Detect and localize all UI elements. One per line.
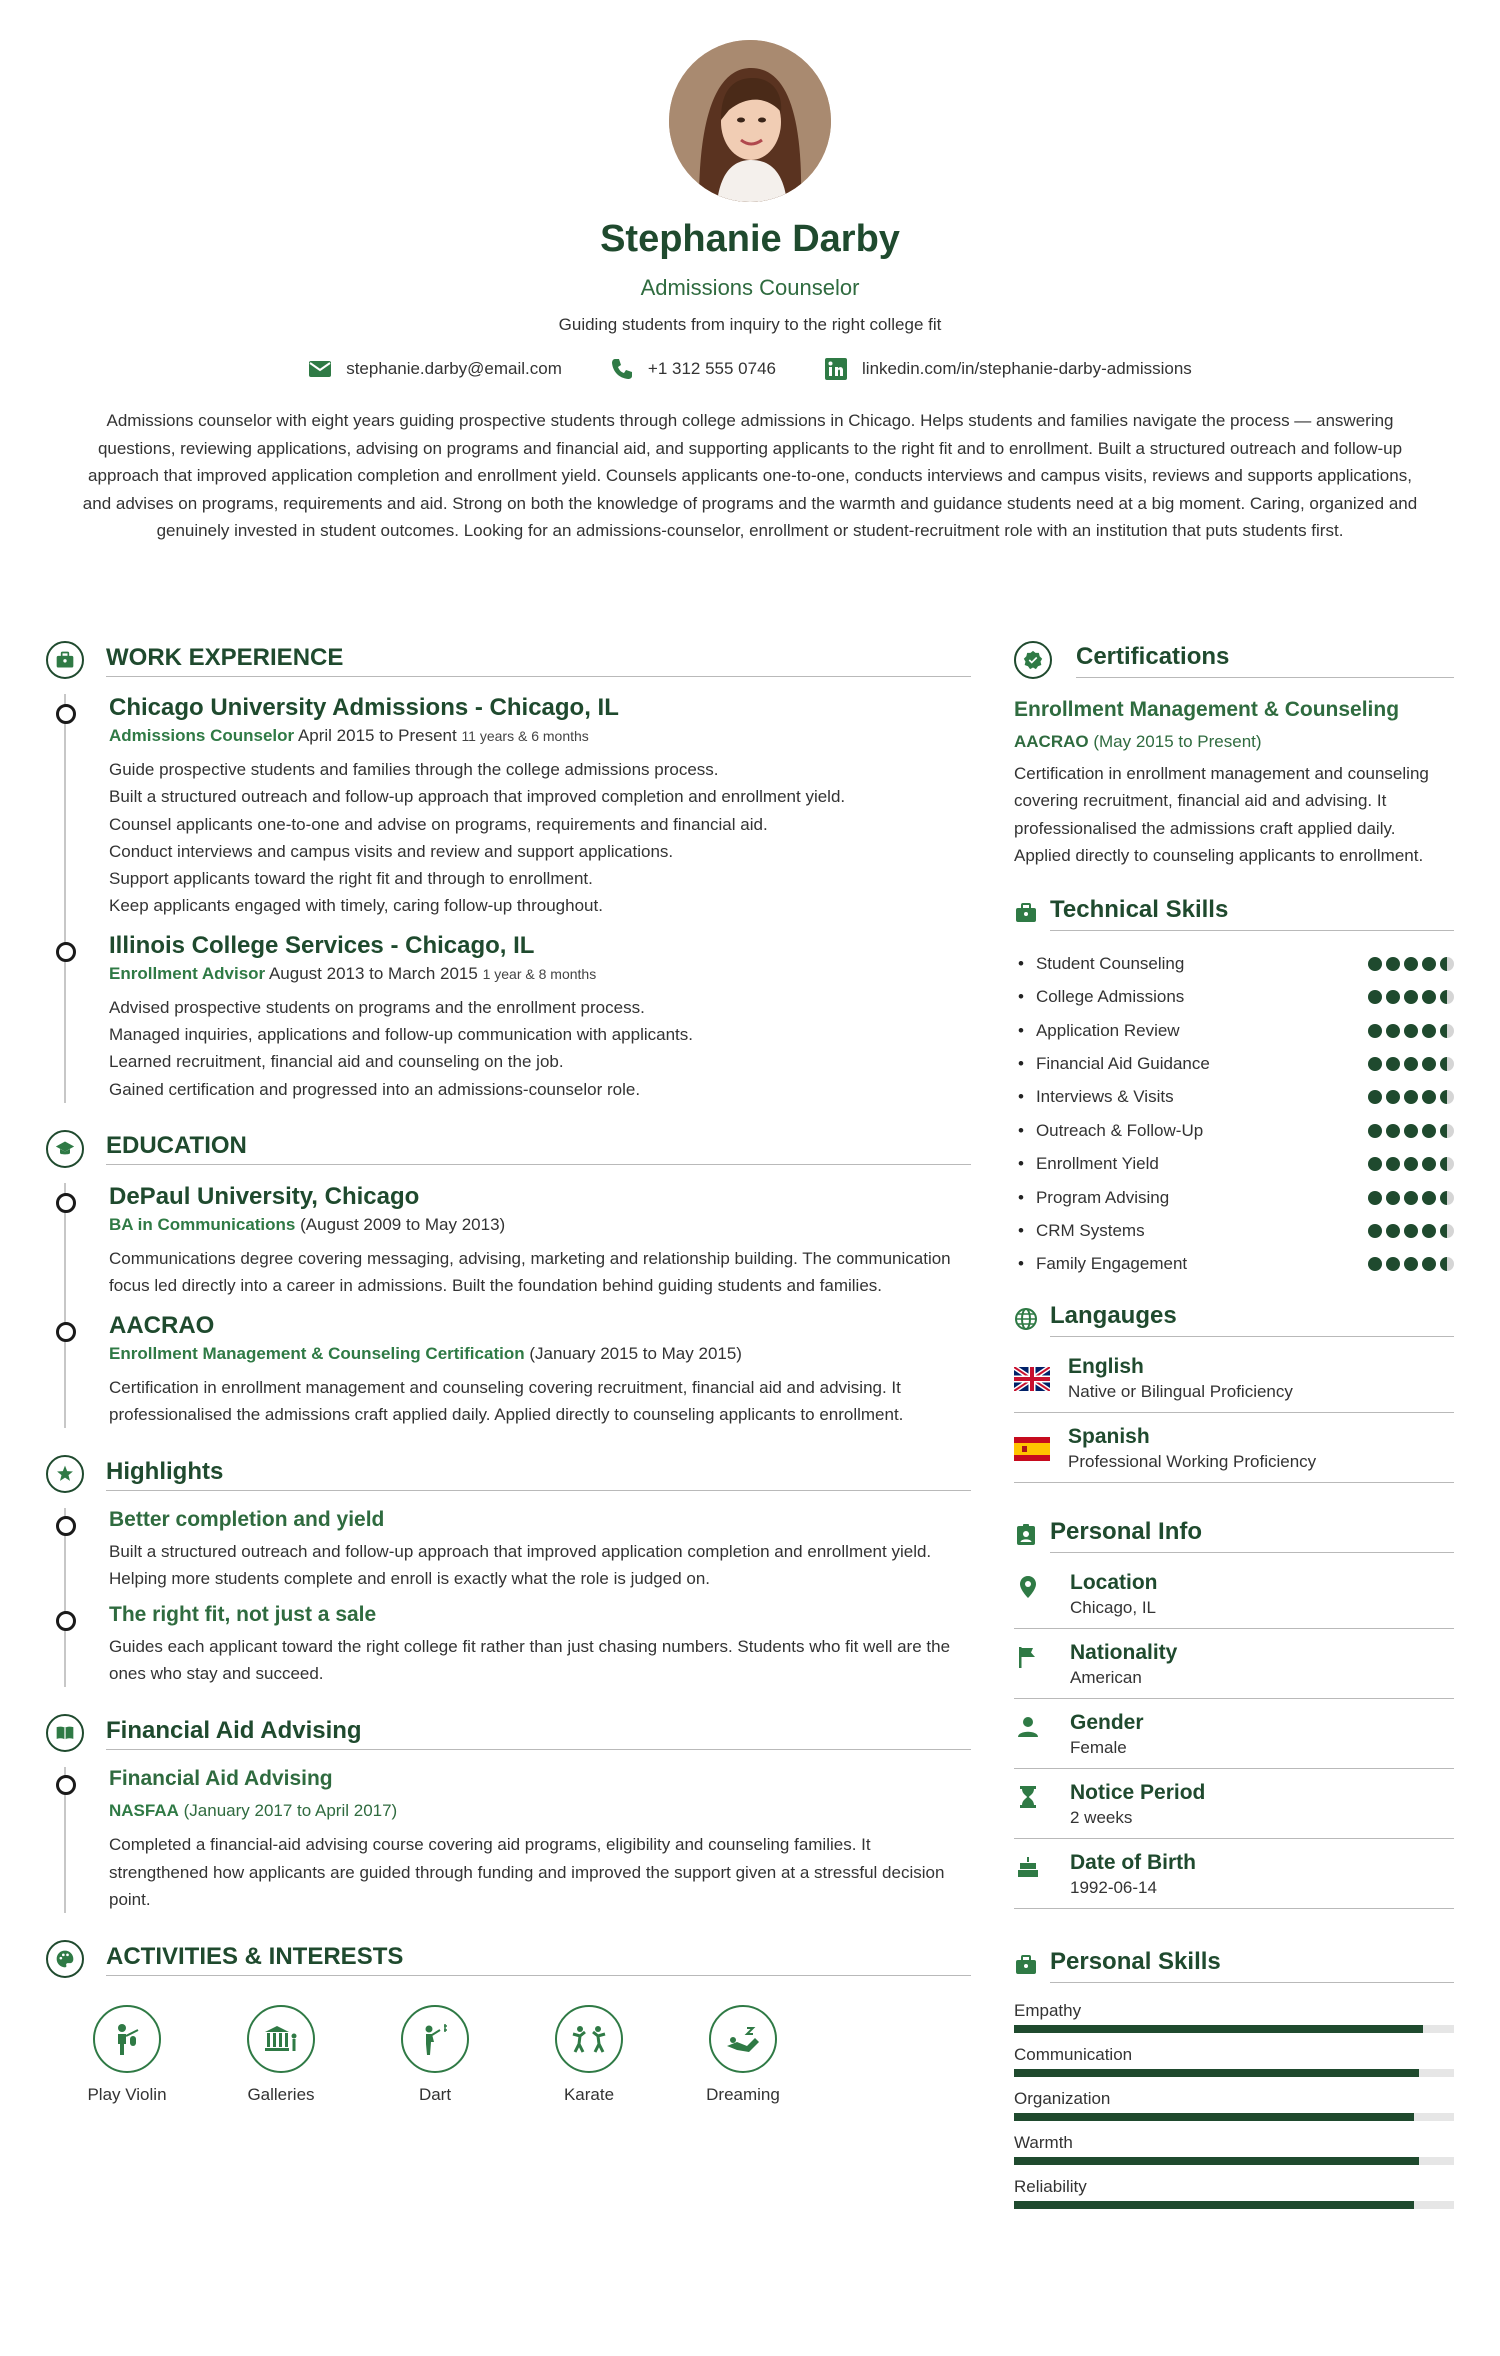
- course-org: NASFAA: [109, 1801, 179, 1821]
- technical-skill-row: [1014, 1081, 1454, 1114]
- technical-skill-name: • Outreach & Follow-Up: [1014, 1121, 1203, 1141]
- rating-dot: [1386, 1124, 1400, 1138]
- person-icon: [1016, 1715, 1040, 1739]
- education-dates: (August 2009 to May 2013): [300, 1214, 506, 1234]
- skill-rating: [1368, 1090, 1454, 1104]
- work-timeline: [46, 694, 971, 1103]
- skill-rating: [1368, 1057, 1454, 1071]
- rating-dot: [1404, 1024, 1418, 1038]
- work-meta: [109, 726, 971, 746]
- education-desc: Certification in enrollment management and counseling covering recruitment, financial aid and advising. It professionalised the admissions craft applied daily. Applied directly to counseling applicants to enrollment.: [109, 1377, 904, 1424]
- info-label: Date of Birth: [1070, 1851, 1196, 1875]
- activity-label: Dart: [418, 2085, 452, 2105]
- cert-issuer: AACRAO: [1014, 732, 1089, 751]
- course-header: [46, 1709, 971, 1757]
- rating-dot: [1404, 1057, 1418, 1071]
- info-label: Notice Period: [1070, 1781, 1206, 1805]
- timeline-dot: [56, 704, 76, 724]
- technical-skill-name: • Interviews & Visits: [1014, 1087, 1174, 1107]
- personal-info-item: [1014, 1839, 1454, 1909]
- personal-skill: [1014, 2133, 1454, 2165]
- info-value: 2 weeks: [1070, 1808, 1133, 1828]
- technical-skill-name: • College Admissions: [1014, 987, 1184, 1007]
- skill-bar-fill: [1014, 2201, 1414, 2209]
- personal-info-item: [1014, 1559, 1454, 1629]
- highlight-desc: Guides each applicant toward the right college fit rather than just chasing numbers. Students who fit well are the ones who stay and succeed.: [109, 1636, 951, 1684]
- personal-skills-list: [1014, 2001, 1454, 2209]
- section-title: Certifications: [1076, 643, 1454, 678]
- skill-rating: [1368, 1224, 1454, 1238]
- right-column: [1014, 636, 1454, 2209]
- skill-rating: [1368, 957, 1454, 971]
- language-level: Professional Working Proficiency: [1068, 1452, 1317, 1472]
- technical-skill-row: [1014, 1014, 1454, 1047]
- personal-skill-label: Reliability: [1014, 2177, 1087, 2197]
- rating-dot: [1422, 1124, 1436, 1138]
- activities-header: [46, 1935, 971, 1983]
- rating-dot: [1368, 957, 1382, 971]
- flag-icon: [1016, 1645, 1040, 1669]
- technical-skills-list: [1014, 947, 1454, 1281]
- work-bullet: Built a structured outreach and follow-up approach that improved completion and enrollment yield.: [109, 787, 846, 807]
- personal-info-item: [1014, 1629, 1454, 1699]
- rating-dot: [1440, 1057, 1454, 1071]
- technical-skill-name: • CRM Systems: [1014, 1221, 1145, 1241]
- rating-dot: [1368, 1257, 1382, 1271]
- work-duration: 1 year & 8 months: [482, 965, 597, 982]
- rating-dot: [1422, 1257, 1436, 1271]
- info-label: Nationality: [1070, 1641, 1178, 1665]
- rating-dot: [1386, 1224, 1400, 1238]
- personal-skill-label: Warmth: [1014, 2133, 1073, 2153]
- education-desc: Communications degree covering messaging, advising, marketing and relationship building. The communication focus led directly into a career in admissions. Built the foundation behind guiding students and families.: [109, 1248, 951, 1296]
- info-value: Chicago, IL: [1070, 1598, 1156, 1618]
- education-timeline: [46, 1183, 971, 1428]
- rating-dot: [1368, 1057, 1382, 1071]
- rating-dot: [1422, 957, 1436, 971]
- contact-phone[interactable]: [610, 357, 776, 381]
- rating-dot: [1422, 1024, 1436, 1038]
- graduation-cap-icon: [46, 1130, 84, 1168]
- rating-dot: [1422, 1224, 1436, 1238]
- cert-dates: (May 2015 to Present): [1093, 732, 1262, 751]
- resume-header: [0, 0, 1500, 545]
- work-org: Chicago University Admissions - Chicago, IL: [109, 694, 619, 721]
- star-badge-icon: [46, 1455, 84, 1493]
- rating-dot: [1368, 1090, 1382, 1104]
- timeline-dot: [56, 1193, 76, 1213]
- cert-desc: Certification in enrollment management and counseling covering recruitment, financial aid and advising. It professionalised the admissions craft applied daily. Applied directly to counseling applicants to enrollment.: [1014, 764, 1429, 865]
- email-icon: [308, 357, 332, 381]
- section-title: Langauges: [1050, 1302, 1454, 1337]
- activity-item: [696, 2005, 790, 2105]
- work-bullet: Learned recruitment, financial aid and counseling on the job.: [109, 1052, 564, 1072]
- candidate-role: Admissions Counselor: [640, 275, 860, 300]
- timeline-dot: [56, 1322, 76, 1342]
- globe-icon: [1014, 1307, 1038, 1331]
- skill-rating: [1368, 1024, 1454, 1038]
- skill-rating: [1368, 1157, 1454, 1171]
- language-item: [1014, 1343, 1454, 1413]
- rating-dot: [1386, 1257, 1400, 1271]
- profile-summary: Admissions counselor with eight years guiding prospective students through college admissions in Chicago. Helps students and families navigate the process — answering questions, reviewing applications, advising on programs and financial aid, and supporting applicants to the right fit and to enrollment. Built a structured outreach and follow-up approach that improved application completion and enrollment yield. Counsels applicants one-to-one, conducts interviews and campus visits, reviews and supports applications, and advises on programs, requirements and aid. Strong on both the knowledge of programs and the warmth and guidance students need at a big moment. Caring, organized and genuinely invested in student outcomes. Looking for an admissions-counselor, enrollment or student-recruitment role with an institution that puts students first.: [82, 411, 1418, 540]
- highlights-timeline: [46, 1508, 971, 1687]
- linkedin-text: linkedin.com/in/stephanie-darby-admissions: [862, 359, 1192, 378]
- education-meta: [109, 1344, 971, 1364]
- rating-dot: [1368, 1124, 1382, 1138]
- technical-skill-row: [1014, 1248, 1454, 1281]
- left-column: [46, 636, 971, 2105]
- technical-skills-header: [1014, 889, 1454, 937]
- work-bullet: Keep applicants engaged with timely, caring follow-up throughout.: [109, 896, 603, 916]
- rating-dot: [1440, 1191, 1454, 1205]
- personal-skill: [1014, 2045, 1454, 2077]
- work-bullet: Guide prospective students and families through the college admissions process.: [109, 760, 719, 779]
- course-title: Financial Aid Advising: [109, 1767, 333, 1791]
- work-entry: [46, 932, 971, 1103]
- highlight-title: The right fit, not just a sale: [109, 1602, 377, 1626]
- work-bullet: Counsel applicants one-to-one and advise on programs, requirements and financial aid.: [109, 814, 768, 834]
- profile-photo: [669, 40, 831, 202]
- technical-skill-name: • Student Counseling: [1014, 954, 1184, 974]
- rating-dot: [1440, 957, 1454, 971]
- activity-label: Play Violin: [87, 2085, 167, 2105]
- rating-dot: [1368, 1024, 1382, 1038]
- rating-dot: [1440, 1157, 1454, 1171]
- skill-bar: [1014, 2157, 1454, 2165]
- rating-dot: [1440, 1024, 1454, 1038]
- rating-dot: [1422, 1090, 1436, 1104]
- book-icon: [46, 1714, 84, 1752]
- personal-info-item: [1014, 1769, 1454, 1839]
- technical-skill-name: • Program Advising: [1014, 1188, 1169, 1208]
- rating-dot: [1422, 990, 1436, 1004]
- section-title: Financial Aid Advising: [106, 1717, 971, 1750]
- rating-dot: [1440, 1257, 1454, 1271]
- rating-dot: [1440, 990, 1454, 1004]
- timeline-dot: [56, 1611, 76, 1631]
- briefcase-icon: [46, 641, 84, 679]
- activities-list: [46, 2005, 971, 2105]
- skill-rating: [1368, 1124, 1454, 1138]
- course-entry: [46, 1767, 971, 1913]
- education-degree: BA in Communications: [109, 1214, 296, 1234]
- highlight-desc: Built a structured outreach and follow-up approach that improved application completion and enrollment yield. Helping more students complete and enroll is exactly what the role is judged on.: [109, 1542, 932, 1589]
- personal-skill-label: Empathy: [1014, 2001, 1082, 2021]
- technical-skill-name: • Application Review: [1014, 1021, 1180, 1041]
- rating-dot: [1422, 1191, 1436, 1205]
- personal-skill: [1014, 2089, 1454, 2121]
- technical-skill-name: • Enrollment Yield: [1014, 1154, 1159, 1174]
- info-label: Gender: [1070, 1711, 1144, 1735]
- violin-icon: [93, 2005, 161, 2073]
- technical-skill-row: [1014, 1148, 1454, 1181]
- rating-dot: [1440, 1090, 1454, 1104]
- personal-skill: [1014, 2001, 1454, 2033]
- linkedin-icon: [824, 357, 848, 381]
- candidate-name: Stephanie Darby: [600, 218, 900, 260]
- language-name: Spanish: [1068, 1425, 1150, 1449]
- id-badge-icon: [1014, 1523, 1038, 1547]
- personal-skills-header: [1014, 1941, 1454, 1989]
- rating-dot: [1404, 1090, 1418, 1104]
- activity-item: [542, 2005, 636, 2105]
- work-bullet: Advised prospective students on programs and the enrollment process.: [109, 997, 645, 1017]
- skill-bar-fill: [1014, 2025, 1423, 2033]
- contact-email[interactable]: [308, 357, 562, 381]
- phone-icon: [610, 357, 634, 381]
- work-entry: [46, 694, 971, 920]
- rating-dot: [1404, 1191, 1418, 1205]
- work-bullets: [109, 994, 971, 1103]
- hourglass-icon: [1016, 1785, 1040, 1809]
- work-meta: [109, 964, 971, 984]
- palette-icon: [46, 1940, 84, 1978]
- rating-dot: [1368, 1224, 1382, 1238]
- languages-header: [1014, 1295, 1454, 1343]
- skill-rating: [1368, 990, 1454, 1004]
- section-title: Technical Skills: [1050, 896, 1454, 931]
- rating-dot: [1386, 1090, 1400, 1104]
- work-bullet: Support applicants toward the right fit and through to enrollment.: [109, 869, 593, 889]
- certifications-header: [1014, 636, 1454, 684]
- timeline-dot: [56, 1516, 76, 1536]
- briefcase-icon: [1014, 1953, 1038, 1977]
- work-dates: April 2015 to Present: [297, 726, 457, 745]
- contact-bar: [0, 357, 1500, 381]
- rating-dot: [1404, 1224, 1418, 1238]
- rating-dot: [1422, 1157, 1436, 1171]
- technical-skill-row: [1014, 1114, 1454, 1147]
- dart-icon: [401, 2005, 469, 2073]
- skill-rating: [1368, 1191, 1454, 1205]
- spain-flag-icon: [1014, 1437, 1050, 1461]
- education-meta: [109, 1215, 971, 1235]
- rating-dot: [1440, 1224, 1454, 1238]
- skill-bar: [1014, 2201, 1454, 2209]
- work-bullet: Gained certification and progressed into an admissions-counselor role.: [109, 1079, 641, 1099]
- rating-dot: [1386, 957, 1400, 971]
- certificate-badge-icon: [1014, 641, 1052, 679]
- email-text: stephanie.darby@email.com: [346, 359, 562, 378]
- education-dates: (January 2015 to May 2015): [529, 1343, 742, 1363]
- education-header: [46, 1125, 971, 1173]
- rating-dot: [1404, 1157, 1418, 1171]
- activity-label: Dreaming: [706, 2085, 780, 2105]
- course-meta: [109, 1801, 971, 1821]
- highlight-entry: [46, 1508, 971, 1593]
- work-org: Illinois College Services - Chicago, IL: [109, 931, 535, 959]
- course-dates: (January 2017 to April 2017): [183, 1801, 398, 1821]
- education-entry: [46, 1312, 971, 1429]
- skill-bar-fill: [1014, 2069, 1419, 2077]
- briefcase-icon: [1014, 901, 1038, 925]
- rating-dot: [1368, 1191, 1382, 1205]
- uk-flag-icon: [1014, 1367, 1050, 1391]
- personal-info-header: [1014, 1511, 1454, 1559]
- rating-dot: [1404, 1124, 1418, 1138]
- section-title: Personal Info: [1050, 1518, 1454, 1553]
- section-title: EDUCATION: [106, 1132, 971, 1165]
- timeline-dot: [56, 942, 76, 962]
- skill-bar-fill: [1014, 2157, 1419, 2165]
- rating-dot: [1386, 1057, 1400, 1071]
- cake-icon: [1016, 1855, 1040, 1879]
- education-degree: Enrollment Management & Counseling Certification: [109, 1343, 525, 1363]
- rating-dot: [1386, 1191, 1400, 1205]
- course-timeline: [46, 1767, 971, 1913]
- technical-skill-row: [1014, 1181, 1454, 1214]
- language-item: [1014, 1413, 1454, 1483]
- skill-bar: [1014, 2113, 1454, 2121]
- personal-skill: [1014, 2177, 1454, 2209]
- course-desc: Completed a financial-aid advising course covering aid programs, eligibility and counseling families. It strengthened how applicants are guided through funding and improved the support given at a stressful decision point.: [109, 1835, 945, 1909]
- rating-dot: [1386, 1024, 1400, 1038]
- rating-dot: [1386, 990, 1400, 1004]
- location-pin-icon: [1016, 1575, 1040, 1599]
- rating-dot: [1404, 990, 1418, 1004]
- work-position: Enrollment Advisor: [109, 963, 266, 983]
- skill-bar-fill: [1014, 2113, 1414, 2121]
- skill-bar: [1014, 2069, 1454, 2077]
- candidate-tagline: Guiding students from inquiry to the right college fit: [558, 315, 942, 334]
- work-experience-header: [46, 636, 971, 684]
- highlights-header: [46, 1450, 971, 1498]
- work-dates: August 2013 to March 2015: [268, 963, 478, 983]
- personal-info-item: [1014, 1699, 1454, 1769]
- technical-skill-row: [1014, 947, 1454, 980]
- education-school: AACRAO: [109, 1311, 215, 1339]
- personal-skill-label: Organization: [1014, 2089, 1111, 2109]
- language-level: Native or Bilingual Proficiency: [1068, 1382, 1293, 1402]
- education-school: DePaul University, Chicago: [109, 1182, 420, 1210]
- rating-dot: [1404, 1257, 1418, 1271]
- language-name: English: [1068, 1355, 1144, 1379]
- work-bullet: Conduct interviews and campus visits and review and support applications.: [109, 841, 674, 861]
- rating-dot: [1368, 990, 1382, 1004]
- highlight-title: Better completion and yield: [109, 1508, 385, 1532]
- info-value: Female: [1070, 1738, 1127, 1758]
- gallery-icon: [247, 2005, 315, 2073]
- technical-skill-row: [1014, 1214, 1454, 1247]
- rating-dot: [1386, 1157, 1400, 1171]
- highlight-entry: [46, 1603, 971, 1688]
- work-bullets: [109, 756, 971, 920]
- activity-label: Karate: [563, 2085, 615, 2105]
- personal-skill-label: Communication: [1014, 2045, 1133, 2065]
- technical-skill-name: • Family Engagement: [1014, 1254, 1187, 1274]
- section-title: ACTIVITIES & INTERESTS: [106, 1943, 971, 1976]
- activity-label: Galleries: [247, 2085, 315, 2105]
- activity-item: [234, 2005, 328, 2105]
- work-bullet: Managed inquiries, applications and follow-up communication with applicants.: [109, 1025, 693, 1045]
- rating-dot: [1440, 1124, 1454, 1138]
- technical-skill-name: • Financial Aid Guidance: [1014, 1054, 1210, 1074]
- work-duration: 11 years & 6 months: [461, 728, 589, 744]
- rating-dot: [1404, 957, 1418, 971]
- phone-text: +1 312 555 0746: [647, 359, 777, 378]
- rating-dot: [1368, 1157, 1382, 1171]
- technical-skill-row: [1014, 1047, 1454, 1080]
- info-label: Location: [1070, 1571, 1158, 1595]
- skill-rating: [1368, 1257, 1454, 1271]
- dreaming-icon: [709, 2005, 777, 2073]
- karate-icon: [555, 2005, 623, 2073]
- info-value: American: [1070, 1668, 1142, 1688]
- activity-item: [80, 2005, 174, 2105]
- contact-linkedin[interactable]: [824, 357, 1192, 381]
- section-title: Highlights: [106, 1458, 971, 1491]
- skill-bar: [1014, 2025, 1454, 2033]
- work-position: Admissions Counselor: [109, 726, 295, 745]
- cert-name: Enrollment Management & Counseling: [1014, 698, 1400, 721]
- activity-item: [388, 2005, 482, 2105]
- education-entry: [46, 1183, 971, 1300]
- section-title: Personal Skills: [1050, 1948, 1454, 1983]
- technical-skill-row: [1014, 981, 1454, 1014]
- info-value: 1992-06-14: [1070, 1878, 1157, 1898]
- section-title: WORK EXPERIENCE: [106, 644, 971, 677]
- timeline-dot: [56, 1775, 76, 1795]
- rating-dot: [1422, 1057, 1436, 1071]
- cert-meta: [1014, 732, 1454, 752]
